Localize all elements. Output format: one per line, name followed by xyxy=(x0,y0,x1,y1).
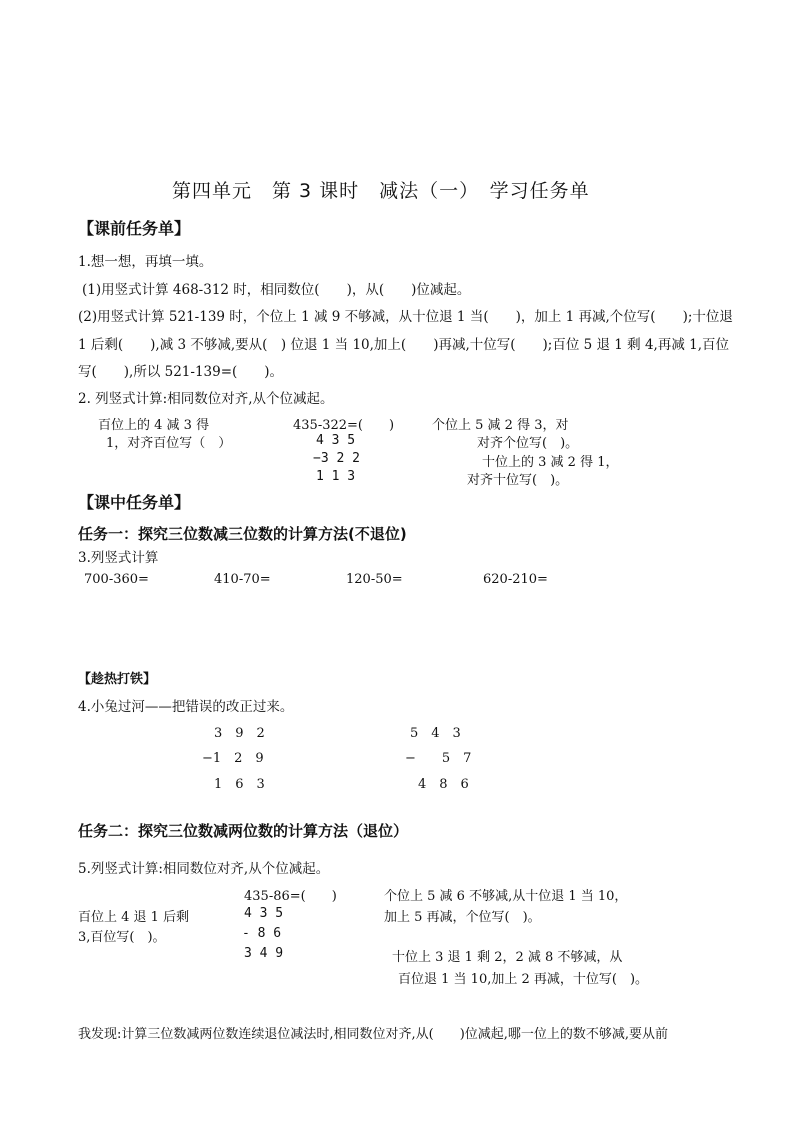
q3-expression-1: 700-360= xyxy=(84,572,149,587)
q5-equation: 435-86=( ) xyxy=(244,889,337,904)
q4-left-row-2: −1 2 9 xyxy=(202,751,264,766)
q5-ones-hint-line-2: 加上 5 再减，个位写( )。 xyxy=(384,910,541,925)
q2-ones-hint-line-1: 个位上 5 减 2 得 3，对 xyxy=(432,418,569,433)
question-1-heading: 1.想一想，再填一填。 xyxy=(78,254,213,270)
q5-ones-hint-line-1: 个位上 5 减 6 不够减,从十位退 1 当 10， xyxy=(384,889,628,904)
page-title: 第四单元 第 3 课时 减法（一） 学习任务单 xyxy=(172,180,590,202)
q5-hundreds-hint-line-2: 3,百位写( )。 xyxy=(78,930,166,945)
q2-vertical-result: 1 1 3 xyxy=(316,469,356,484)
task-2-title: 任务二：探究三位数减两位数的计算方法（退位） xyxy=(78,822,409,840)
q5-vertical-subtrahend: - 8 6 xyxy=(242,926,282,941)
q3-expression-2: 410-70= xyxy=(214,572,271,587)
q2-tens-hint-line-1: 十位上的 3 减 2 得 1， xyxy=(482,455,619,470)
q2-ones-hint-line-2: 对齐个位写( )。 xyxy=(477,436,579,451)
q2-equation: 435-322=( ) xyxy=(293,418,395,433)
finding-sentence: 我发现:计算三位数减两位数连续退位减法时,相同数位对齐,从( )位减起,哪一位上的数不够减,要从前 xyxy=(78,1027,669,1042)
in-class-section-heading: 【课中任务单】 xyxy=(78,493,191,512)
practice-heading: 【趁热打铁】 xyxy=(78,672,157,687)
question-3-heading: 3.列竖式计算 xyxy=(78,550,159,566)
pre-class-section-heading: 【课前任务单】 xyxy=(78,219,191,238)
q4-right-row-2: − 5 7 xyxy=(405,751,472,766)
question-1-part-2-line-2: 1 后剩( ),减 3 不够减,要从( ) 位退 1 当 10,加上( )再减,十位写( );百位 5 退 1 剩 4,再减 1,百位 xyxy=(78,337,730,353)
question-1-part-2-line-3: 写( ),所以 521-139=( )。 xyxy=(78,364,284,380)
q4-right-row-1: 5 4 3 xyxy=(410,726,461,741)
q5-vertical-minuend: 4 3 5 xyxy=(244,906,284,921)
question-1-part-2-line-1: (2)用竖式计算 521-139 时，个位上 1 减 9 不够减，从十位退 1 当( )，加上 1 再减,个位写( );十位退 xyxy=(78,309,733,325)
question-1-part-1: (1)用竖式计算 468-312 时，相同数位( )，从( )位减起。 xyxy=(82,282,471,298)
question-5-heading: 5.列竖式计算:相同数位对齐,从个位减起。 xyxy=(78,861,330,877)
q4-left-row-1: 3 9 2 xyxy=(214,726,265,741)
question-2-heading: 2. 列竖式计算:相同数位对齐,从个位减起。 xyxy=(78,391,334,407)
q2-hundreds-hint-line-1: 百位上的 4 减 3 得 xyxy=(98,418,210,433)
q2-vertical-minuend: 4 3 5 xyxy=(316,433,356,448)
q5-tens-hint-line-2: 百位退 1 当 10,加上 2 再减，十位写( )。 xyxy=(398,972,649,987)
q2-vertical-subtrahend: −3 2 2 xyxy=(313,451,360,466)
question-4-heading: 4.小兔过河——把错误的改正过来。 xyxy=(78,699,294,715)
q4-right-row-3: 4 8 6 xyxy=(418,777,469,792)
q2-hundreds-hint-line-2: 1，对齐百位写（ ） xyxy=(106,436,232,451)
q5-tens-hint-line-1: 十位上 3 退 1 剩 2，2 减 8 不够减，从 xyxy=(392,950,623,965)
q5-vertical-result: 3 4 9 xyxy=(244,946,284,961)
q3-expression-4: 620-210= xyxy=(483,572,548,587)
q4-left-row-3: 1 6 3 xyxy=(214,777,265,792)
task-1-title: 任务一：探究三位数减三位数的计算方法(不退位) xyxy=(78,525,407,543)
q5-hundreds-hint-line-1: 百位上 4 退 1 后剩 xyxy=(78,910,190,925)
q3-expression-3: 120-50= xyxy=(346,572,403,587)
q2-tens-hint-line-2: 对齐十位写( )。 xyxy=(467,473,569,488)
